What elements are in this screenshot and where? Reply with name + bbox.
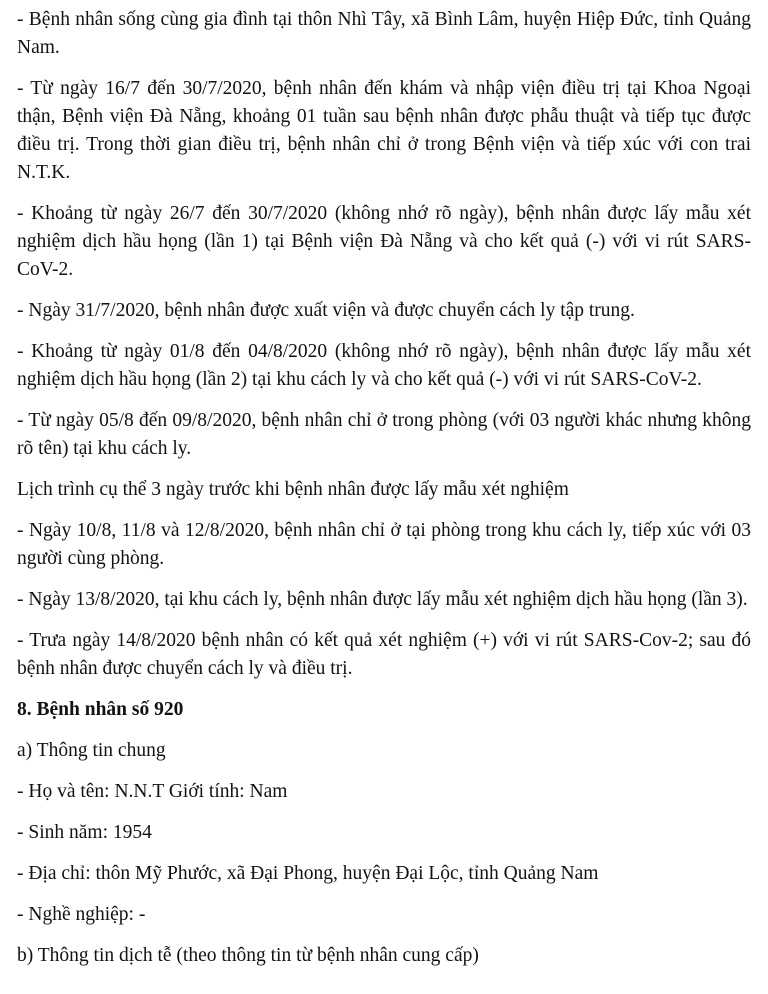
paragraph-epi-info-label: b) Thông tin dịch tễ (theo thông tin từ bệnh nhân cung cấp) [17, 945, 479, 966]
paragraph-hospital-treatment: - Từ ngày 16/7 đến 30/7/2020, bệnh nhân đến khám và nhập viện điều trị tại Khoa Ngoại thận, Bệnh viện Đà Nẵng, khoảng 01 tuần sau bệnh nhân được phẫu thuật và tiếp tục được điều trị. Trong thời gian điều trị, bệnh nhân chỉ ở trong Bệnh viện và tiếp xúc với con trai N.T.K. [17, 78, 751, 183]
paragraph-quarantine-room: - Từ ngày 05/8 đến 09/8/2020, bệnh nhân chỉ ở trong phòng (với 03 người khác nhưng không rõ tên) tại khu cách ly. [17, 410, 751, 459]
document-text-body [17, 6, 751, 970]
paragraph-test-3: - Ngày 13/8/2020, tại khu cách ly, bệnh nhân được lấy mẫu xét nghiệm dịch hầu họng (lần 3). [17, 589, 748, 610]
paragraph-birth-year: - Sinh năm: 1954 [17, 822, 152, 843]
paragraph-positive-result: - Trưa ngày 14/8/2020 bệnh nhân có kết quả xét nghiệm (+) với vi rút SARS-Cov-2; sau đó bệnh nhân được chuyển cách ly và điều trị. [17, 630, 751, 679]
paragraph-occupation: - Nghề nghiệp: - [17, 904, 146, 925]
paragraph-quarantine-days: - Ngày 10/8, 11/8 và 12/8/2020, bệnh nhân chỉ ở tại phòng trong khu cách ly, tiếp xúc với 03 người cùng phòng. [17, 520, 751, 569]
paragraph-itinerary-intro: Lịch trình cụ thể 3 ngày trước khi bệnh nhân được lấy mẫu xét nghiệm [17, 479, 569, 500]
paragraph-residence: - Bệnh nhân sống cùng gia đình tại thôn Nhì Tây, xã Bình Lâm, huyện Hiệp Đức, tỉnh Quảng Nam. [17, 9, 751, 58]
paragraph-general-info-label: a) Thông tin chung [17, 740, 166, 761]
paragraph-test-2: - Khoảng từ ngày 01/8 đến 04/8/2020 (không nhớ rõ ngày), bệnh nhân được lấy mẫu xét nghiệm dịch hầu họng (lần 2) tại khu cách ly và cho kết quả (-) với vi rút SARS-CoV-2. [17, 341, 751, 390]
paragraph-discharge: - Ngày 31/7/2020, bệnh nhân được xuất viện và được chuyển cách ly tập trung. [17, 300, 635, 321]
paragraph-name-gender: - Họ và tên: N.N.T Giới tính: Nam [17, 781, 288, 802]
paragraph-address: - Địa chỉ: thôn Mỹ Phước, xã Đại Phong, huyện Đại Lộc, tỉnh Quảng Nam [17, 863, 599, 884]
section-heading-patient-920: 8. Bệnh nhân số 920 [17, 699, 184, 720]
paragraph-test-1: - Khoảng từ ngày 26/7 đến 30/7/2020 (không nhớ rõ ngày), bệnh nhân được lấy mẫu xét nghiệm dịch hầu họng (lần 1) tại Bệnh viện Đà Nẵng và cho kết quả (-) với vi rút SARS-CoV-2. [17, 203, 751, 280]
